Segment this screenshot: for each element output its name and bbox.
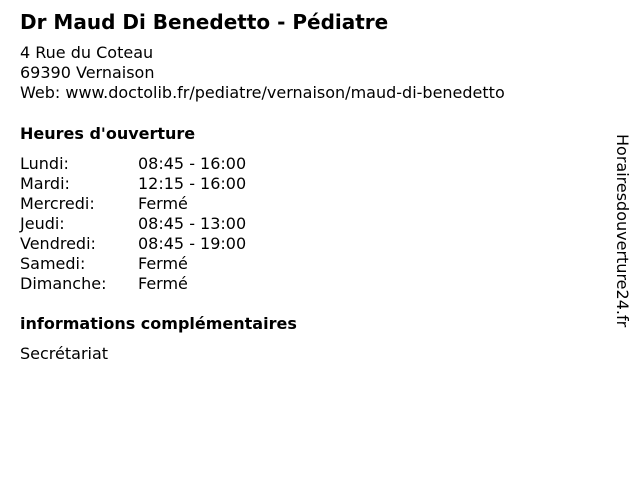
day-label: Lundi:	[20, 154, 69, 173]
additional-info-heading: informations complémentaires	[20, 314, 297, 333]
hours-row-friday	[20, 234, 340, 254]
additional-info-text: Secrétariat	[20, 344, 109, 363]
time-value: Fermé	[138, 194, 188, 213]
address-city: 69390 Vernaison	[20, 63, 155, 82]
hours-row-sunday	[20, 274, 340, 294]
hours-row-tuesday	[20, 174, 340, 194]
day-label: Mercredi:	[20, 194, 95, 213]
day-label: Jeudi:	[20, 214, 65, 233]
day-label: Dimanche:	[20, 274, 107, 293]
hours-row-thursday	[20, 214, 340, 234]
address-block	[20, 43, 505, 103]
address-website: Web: www.doctolib.fr/pediatre/vernaison/maud-di-benedetto	[20, 83, 505, 102]
time-value: 12:15 - 16:00	[138, 174, 247, 193]
day-label: Samedi:	[20, 254, 86, 273]
opening-hours-table	[20, 154, 340, 294]
hours-row-saturday	[20, 254, 340, 274]
time-value: 08:45 - 19:00	[138, 234, 247, 253]
site-watermark: Horairesdouverture24.fr	[613, 134, 632, 328]
opening-hours-heading: Heures d'ouverture	[20, 124, 196, 143]
hours-row-wednesday	[20, 194, 340, 214]
time-value: 08:45 - 16:00	[138, 154, 247, 173]
hours-row-monday	[20, 154, 340, 174]
time-value: 08:45 - 13:00	[138, 214, 247, 233]
time-value: Fermé	[138, 274, 188, 293]
time-value: Fermé	[138, 254, 188, 273]
day-label: Mardi:	[20, 174, 70, 193]
address-street: 4 Rue du Coteau	[20, 43, 154, 62]
page-title: Dr Maud Di Benedetto - Pédiatre	[20, 10, 389, 34]
day-label: Vendredi:	[20, 234, 96, 253]
